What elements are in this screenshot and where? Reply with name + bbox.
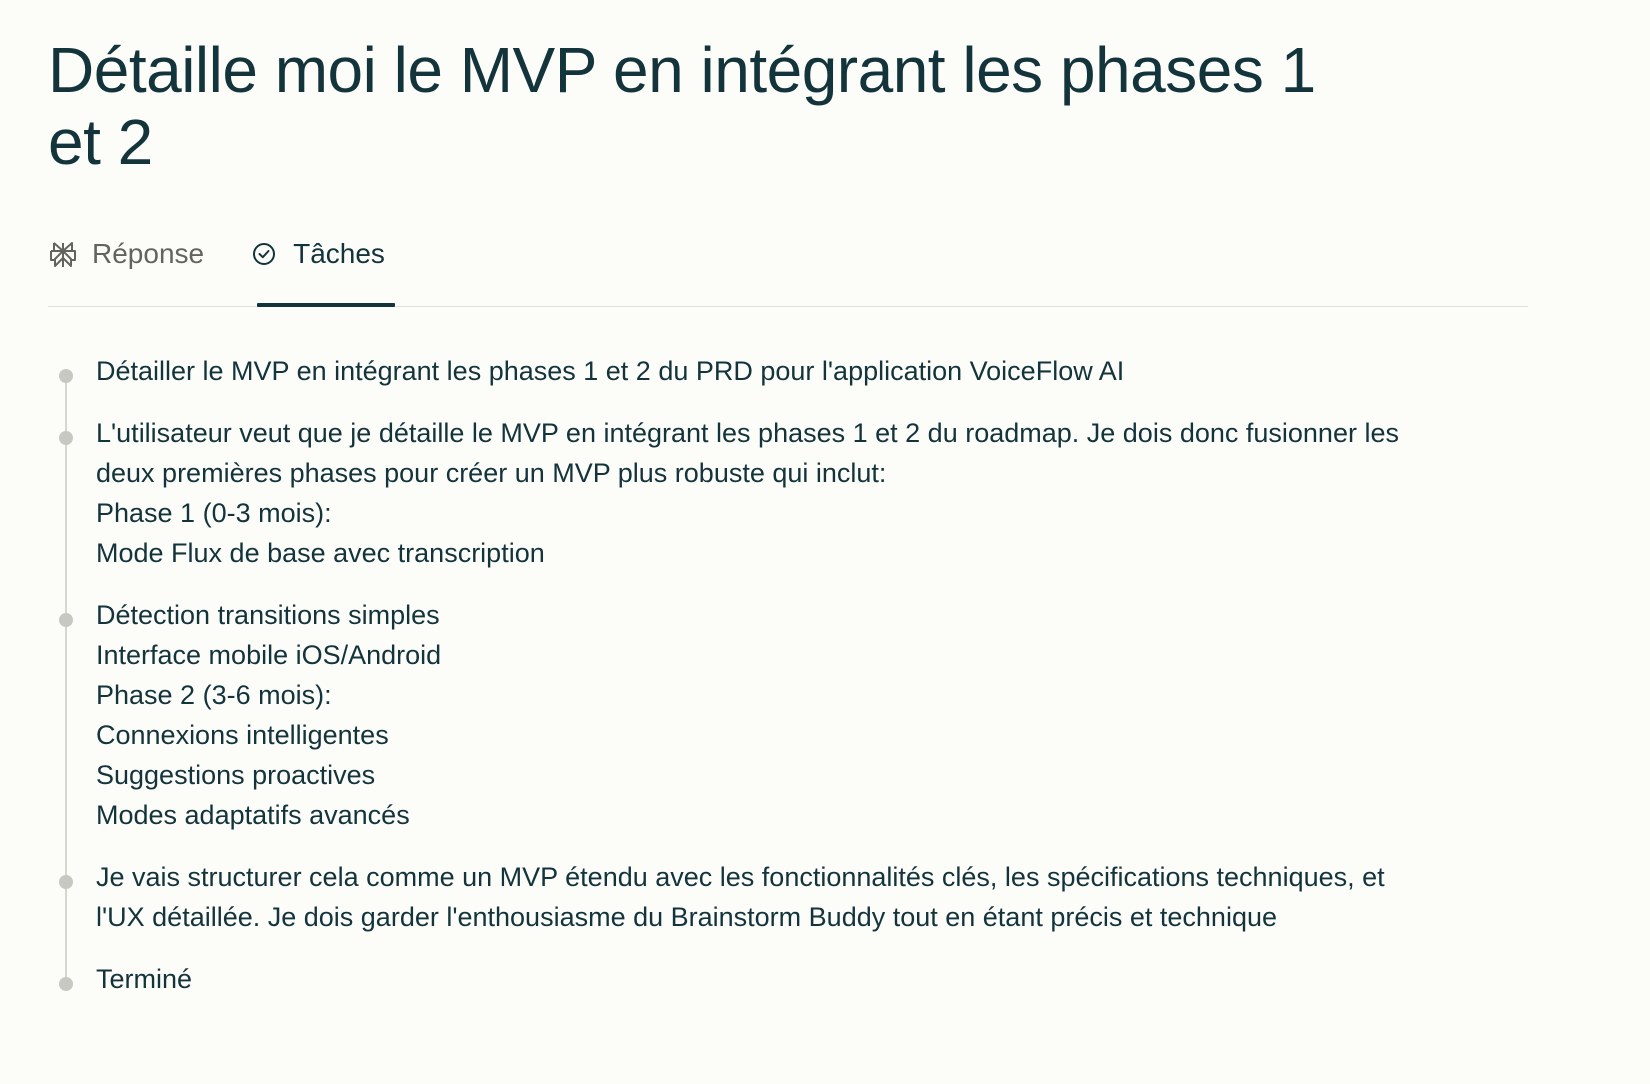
task-text-line: Terminé bbox=[96, 964, 193, 994]
task-text-line: L'utilisateur veut que je détaille le MVP en intégrant les phases 1 et 2 du roadmap. Je dois donc fusionner les bbox=[96, 418, 1399, 448]
tab-taches-label: Tâches bbox=[293, 238, 385, 269]
task-text-line: Interface mobile iOS/Android bbox=[96, 640, 442, 670]
task-item bbox=[48, 595, 1508, 835]
task-text-line: Je vais structurer cela comme un MVP étendu avec les fonctionnalités clés, les spécifications techniques, et bbox=[96, 862, 1385, 892]
task-text-line: Modes adaptatifs avancés bbox=[96, 800, 410, 830]
timeline-dot bbox=[59, 875, 73, 889]
task-text-line: Connexions intelligentes bbox=[96, 720, 389, 750]
perplexity-logo-icon bbox=[48, 239, 78, 269]
task-text-line: Détailler le MVP en intégrant les phases 1 et 2 du PRD pour l'application VoiceFlow AI bbox=[96, 356, 1125, 386]
task-item bbox=[48, 413, 1508, 573]
task-item bbox=[48, 351, 1508, 391]
task-text-line: l'UX détaillée. Je dois garder l'enthousiasme du Brainstorm Buddy tout en étant précis et technique bbox=[96, 902, 1277, 932]
task-item bbox=[48, 857, 1508, 937]
timeline-dot bbox=[59, 613, 73, 627]
timeline-dot bbox=[59, 977, 73, 991]
task-text-line: Mode Flux de base avec transcription bbox=[96, 538, 545, 568]
task-text-line: Phase 2 (3-6 mois): bbox=[96, 680, 332, 710]
tab-reponse-label: Réponse bbox=[92, 238, 205, 269]
task-item bbox=[48, 959, 1508, 999]
timeline-dot bbox=[59, 369, 73, 383]
tab-taches[interactable] bbox=[249, 232, 385, 276]
task-timeline bbox=[48, 351, 1508, 999]
timeline-dot bbox=[59, 431, 73, 445]
task-text-line: Phase 1 (0-3 mois): bbox=[96, 498, 332, 528]
tab-reponse[interactable] bbox=[48, 232, 204, 276]
task-text-line: deux premières phases pour créer un MVP plus robuste qui inclut: bbox=[96, 458, 887, 488]
tab-bar bbox=[48, 224, 1528, 307]
task-text-line: Suggestions proactives bbox=[96, 760, 376, 790]
active-tab-indicator bbox=[257, 303, 395, 307]
task-text-line: Détection transitions simples bbox=[96, 600, 440, 630]
check-circle-icon bbox=[249, 239, 279, 269]
page-title: Détaille moi le MVP en intégrant les phases 1 et 2 bbox=[48, 34, 1316, 178]
